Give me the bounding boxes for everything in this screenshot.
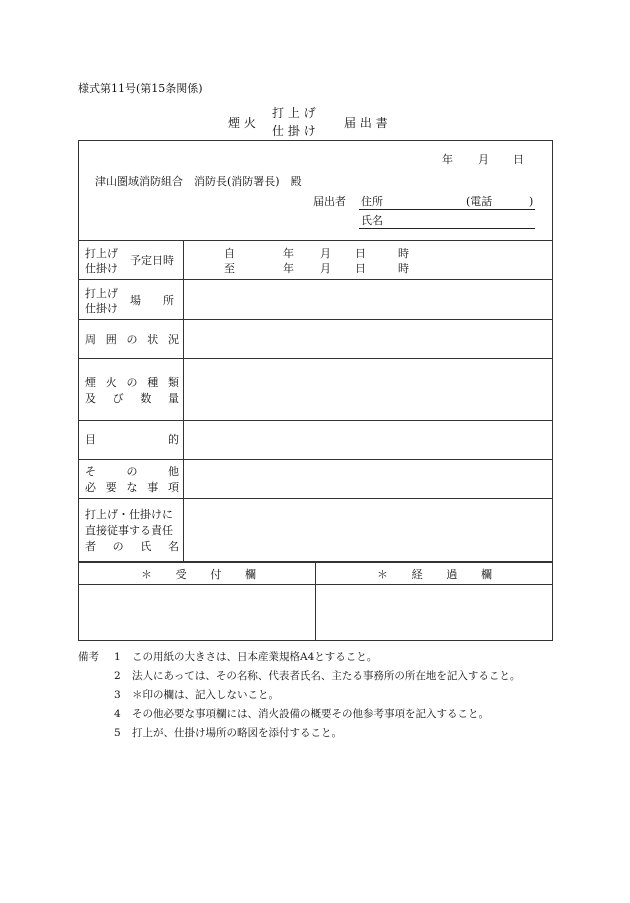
location-label-right: 場 所 bbox=[130, 294, 174, 307]
note-text: この用紙の大きさは、日本産業規格A4とすること。 bbox=[132, 651, 378, 663]
reception-header: ＊ 受 付 欄 bbox=[141, 568, 256, 581]
other-label-line2: 必 要 な 事 項 bbox=[85, 481, 179, 494]
address-label: 住所 bbox=[361, 195, 383, 208]
purpose-label: 目 的 bbox=[85, 433, 179, 446]
row-separator bbox=[78, 498, 553, 499]
progress-header: ＊ 経 過 欄 bbox=[377, 568, 492, 581]
schedule-label-top: 打上げ bbox=[85, 247, 118, 260]
other-label-line1: そ の 他 bbox=[85, 465, 179, 478]
schedule-to: 至 bbox=[224, 262, 235, 275]
note-text: 打上が、仕掛け場所の略図を添付すること。 bbox=[132, 727, 342, 739]
row-separator bbox=[78, 358, 553, 359]
schedule-label-bottom: 仕掛け bbox=[85, 262, 118, 275]
note-number: 2 bbox=[114, 670, 121, 682]
title-left: 煙 火 bbox=[228, 116, 256, 130]
schedule-from: 自 bbox=[224, 247, 235, 260]
surroundings-label: 周 囲 の 状 況 bbox=[85, 333, 179, 346]
title-stack-top: 打 上 げ bbox=[272, 106, 316, 120]
note-number: 3 bbox=[114, 689, 121, 701]
addressee: 津山圏域消防組合 消防長(消防署長) 殿 bbox=[95, 175, 302, 188]
notifier-label: 届出者 bbox=[313, 195, 346, 208]
notes-heading: 備考 bbox=[78, 651, 99, 663]
schedule-from-year: 年 bbox=[283, 247, 294, 260]
date-day: 日 bbox=[513, 153, 524, 166]
address-underline bbox=[359, 209, 535, 210]
name-underline bbox=[359, 228, 535, 229]
schedule-label-right: 予定日時 bbox=[130, 254, 174, 267]
title-stack-bottom: 仕 掛 け bbox=[272, 124, 316, 138]
location-label-bottom: 仕掛け bbox=[85, 302, 118, 315]
schedule-to-day: 日 bbox=[355, 262, 366, 275]
form-number: 様式第11号(第15条関係) bbox=[78, 82, 203, 95]
responsible-label-line2: 直接従事する責任 bbox=[85, 524, 173, 537]
office-use-divider bbox=[315, 562, 316, 641]
note-number: 1 bbox=[114, 651, 121, 663]
note-text: 法人にあっては、その名称、代表者氏名、主たる事務所の所在地を記入すること。 bbox=[132, 670, 521, 682]
location-label-top: 打上げ bbox=[85, 287, 118, 300]
schedule-to-year: 年 bbox=[283, 262, 294, 275]
fireworks-label-line1: 煙 火 の 種 類 bbox=[85, 376, 179, 389]
schedule-to-hour: 時 bbox=[398, 262, 409, 275]
row-separator bbox=[78, 420, 553, 421]
label-column-divider bbox=[183, 240, 184, 562]
row-separator bbox=[78, 319, 553, 320]
title-right: 届 出 書 bbox=[344, 116, 388, 130]
name-label: 氏名 bbox=[361, 214, 383, 227]
note-number: 4 bbox=[114, 708, 121, 720]
row-separator bbox=[78, 240, 553, 241]
phone-label: (電話 bbox=[466, 195, 493, 208]
note-number: 5 bbox=[114, 727, 121, 739]
schedule-from-hour: 時 bbox=[398, 247, 409, 260]
fireworks-label-line2: 及 び 数 量 bbox=[85, 392, 179, 405]
note-text: その他必要な事項欄には、消火設備の概要その他参考事項を記入すること。 bbox=[132, 708, 489, 720]
responsible-label-line1: 打上げ・仕掛けに bbox=[85, 508, 173, 521]
row-separator bbox=[78, 279, 553, 280]
responsible-label-line3: 者 の 氏 名 bbox=[85, 540, 179, 553]
row-separator bbox=[78, 459, 553, 460]
note-text: ＊印の欄は、記入しないこと。 bbox=[132, 689, 279, 701]
phone-close: ) bbox=[529, 195, 534, 208]
schedule-from-day: 日 bbox=[355, 247, 366, 260]
schedule-from-month: 月 bbox=[320, 247, 331, 260]
date-year: 年 bbox=[442, 153, 453, 166]
schedule-to-month: 月 bbox=[320, 262, 331, 275]
date-month: 月 bbox=[478, 153, 489, 166]
